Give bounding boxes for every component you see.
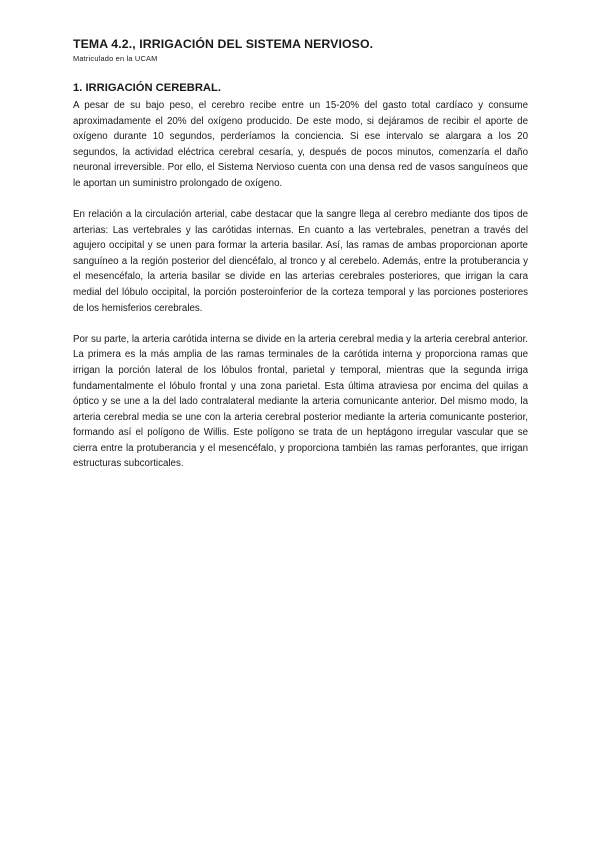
paragraph-1: A pesar de su bajo peso, el cerebro recibe entre un 15-20% del gasto total cardíaco y consume aproximadamente el 20% del oxígeno producido. De este modo, si dejáramos de recibir el aporte de oxígeno durante 10 segundos, perderíamos la conciencia. Si ese intervalo se alargara a los 20 segundos, la actividad eléctrica cerebral cesaría, y, después de pocos minutos, comenzaría el daño neuronal irreversible. Por ello, el Sistema Nervioso cuenta con una densa red de vasos sanguíneos que le aportan un suministro prolongado de oxígeno. — [73, 100, 528, 189]
document-content — [73, 36, 528, 488]
paragraph-3: Por su parte, la arteria carótida interna se divide en la arteria cerebral media y la arteria cerebral anterior. La primera es la más amplia de las ramas terminales de la carótida interna y proporciona ramas que irrigan la porción lateral de los lóbulos frontal, parietal y temporal, mientras que la segunda irriga fundamentalmente el lóbulo frontal y una zona parietal. Esta última atraviesa por encima del quilas a óptico y se une a la del lado contralateral mediante la arteria comunicante anterior. Del mismo modo, la arteria cerebral media se une con la arteria cerebral posterior mediante la arteria comunicante posterior, formando así el polígono de Willis. Este polígono se trata de un heptágono irregular vascular que se cierra entre la protuberancia y el mesencéfalo, y proporciona también las ramas perforantes, que irrigan estructuras subcorticales. — [73, 333, 528, 470]
document-title: TEMA 4.2., IRRIGACIÓN DEL SISTEMA NERVIOSO. — [73, 37, 374, 51]
document-subtitle: Matriculado en la UCAM — [73, 54, 158, 63]
paragraph-2: En relación a la circulación arterial, cabe destacar que la sangre llega al cerebro mediante dos tipos de arterias: Las vertebrales y las carótidas internas. En cuanto a las vertebrales, penetran a través del agujero occipital y se unen para formar la arteria basilar. Así, las ramas de ambas proporcionan aporte sanguíneo a la región posterior del diencéfalo, al tronco y al cerebelo. Además, entre la protuberancia y el mesencéfalo, la arteria basilar se divide en las arterias cerebrales posteriores, que irrigan la cara medial del lóbulo occipital, la porción posteroinferior de la corteza temporal y las porciones posteriores de los hemisferios cerebrales. — [73, 209, 528, 314]
section-heading: 1. IRRIGACIÓN CEREBRAL. — [73, 82, 221, 94]
